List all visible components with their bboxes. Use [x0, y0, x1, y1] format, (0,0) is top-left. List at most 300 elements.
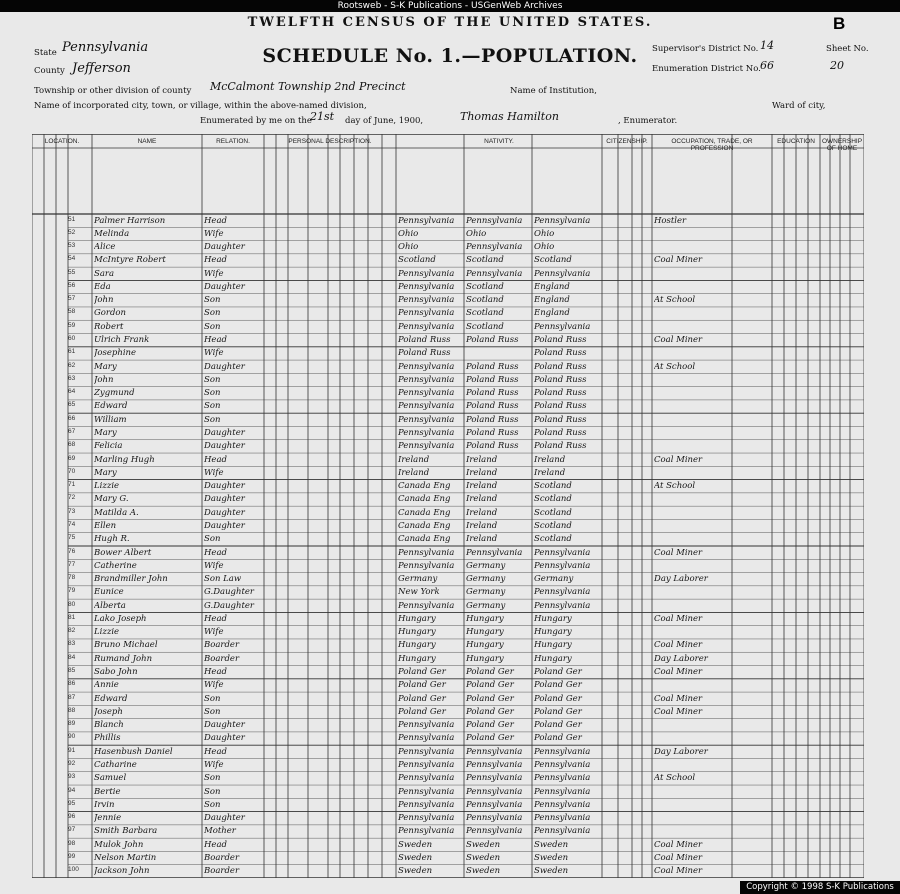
- relation-to-head: Head: [204, 335, 227, 346]
- table-row: [32, 548, 864, 561]
- row-number: 57: [68, 295, 76, 303]
- institution-label: Name of Institution,: [510, 86, 597, 96]
- supervisor-value: 14: [760, 39, 774, 52]
- row-number: 75: [68, 534, 76, 542]
- enumeration-day: 21st: [310, 110, 335, 123]
- birthplace-father: Pennsylvania: [466, 268, 523, 279]
- table-row: [32, 720, 864, 733]
- row-number: 84: [68, 653, 76, 661]
- birthplace-father: Poland Ger: [466, 693, 514, 704]
- occupation: Coal Miner: [654, 667, 703, 678]
- row-number: 70: [68, 467, 76, 475]
- birthplace-person: Pennsylvania: [398, 308, 455, 319]
- enumerated-label: Enumerated by me on the: [200, 116, 312, 126]
- relation-to-head: Wife: [204, 627, 224, 638]
- row-number: 100: [68, 866, 79, 874]
- col-ownership: OWNERSHIP OF HOME: [821, 138, 863, 152]
- birthplace-father: Pennsylvania: [466, 799, 523, 810]
- birthplace-father: Hungary: [466, 627, 504, 638]
- row-number: 68: [68, 441, 76, 449]
- birthplace-father: Germany: [466, 600, 506, 611]
- birthplace-father: Germany: [466, 574, 506, 585]
- birthplace-mother: Poland Russ: [534, 361, 587, 372]
- birthplace-person: Poland Russ: [398, 335, 451, 346]
- birthplace-mother: Pennsylvania: [534, 215, 591, 226]
- birthplace-person: Pennsylvania: [398, 295, 455, 306]
- person-name: Mary: [94, 427, 117, 438]
- birthplace-father: Poland Russ: [466, 374, 519, 385]
- birthplace-mother: Poland Ger: [534, 733, 582, 744]
- birthplace-father: Germany: [466, 587, 506, 598]
- table-row: [32, 415, 864, 428]
- birthplace-mother: Pennsylvania: [534, 587, 591, 598]
- birthplace-person: Hungary: [398, 653, 436, 664]
- person-name: Eda: [94, 281, 111, 292]
- county-value: Jefferson: [72, 61, 131, 76]
- row-number: 76: [68, 547, 76, 555]
- table-row: [32, 707, 864, 720]
- relation-to-head: Daughter: [204, 361, 245, 372]
- person-name: McIntyre Robert: [94, 255, 166, 266]
- birthplace-person: Pennsylvania: [398, 321, 455, 332]
- row-number: 51: [68, 215, 76, 223]
- birthplace-person: Canada Eng: [398, 481, 451, 492]
- person-name: Eunice: [94, 587, 124, 598]
- birthplace-mother: Sweden: [534, 852, 569, 863]
- col-nativity: NATIVITY.: [484, 138, 514, 145]
- birthplace-father: Pennsylvania: [466, 786, 523, 797]
- row-number: 93: [68, 773, 76, 781]
- birthplace-mother: England: [534, 308, 570, 319]
- relation-to-head: Son: [204, 308, 221, 319]
- occupation: Coal Miner: [654, 693, 703, 704]
- table-row: [32, 216, 864, 229]
- birthplace-person: Pennsylvania: [398, 813, 455, 824]
- relation-to-head: Boarder: [204, 653, 240, 664]
- state-value: Pennsylvania: [62, 40, 149, 55]
- table-row: [32, 813, 864, 826]
- relation-to-head: Son: [204, 374, 221, 385]
- col-relation: RELATION.: [216, 138, 250, 145]
- row-number: 73: [68, 507, 76, 515]
- row-number: 67: [68, 427, 76, 435]
- sheet-side-letter: B: [833, 14, 846, 33]
- birthplace-person: Canada Eng: [398, 520, 451, 531]
- row-number: 95: [68, 799, 76, 807]
- occupation: At School: [654, 295, 696, 306]
- person-name: John: [94, 374, 114, 385]
- table-row: [32, 375, 864, 388]
- ward-label: Ward of city,: [772, 101, 826, 111]
- birthplace-person: Germany: [398, 574, 438, 585]
- birthplace-person: Pennsylvania: [398, 600, 455, 611]
- birthplace-person: Poland Ger: [398, 667, 446, 678]
- table-row: [32, 773, 864, 786]
- birthplace-person: Pennsylvania: [398, 374, 455, 385]
- sheet-label: Sheet No.: [826, 44, 869, 54]
- birthplace-father: Sweden: [466, 852, 501, 863]
- person-name: Hugh R.: [94, 534, 130, 545]
- person-name: Ulrich Frank: [94, 335, 150, 346]
- birthplace-person: Pennsylvania: [398, 733, 455, 744]
- birthplace-father: Germany: [466, 560, 506, 571]
- birthplace-mother: Pennsylvania: [534, 600, 591, 611]
- birthplace-mother: Germany: [534, 574, 574, 585]
- birthplace-father: Hungary: [466, 613, 504, 624]
- birthplace-mother: Poland Ger: [534, 693, 582, 704]
- occupation: Coal Miner: [654, 852, 703, 863]
- person-name: Catharine: [94, 759, 137, 770]
- birthplace-mother: Scotland: [534, 520, 572, 531]
- row-number: 59: [68, 321, 76, 329]
- copyright-notice: Copyright © 1998 S-K Publications: [740, 881, 900, 894]
- relation-to-head: Daughter: [204, 720, 245, 731]
- table-row: [32, 521, 864, 534]
- occupation: At School: [654, 481, 696, 492]
- birthplace-father: Hungary: [466, 640, 504, 651]
- table-row: [32, 787, 864, 800]
- birthplace-person: Scotland: [398, 255, 436, 266]
- person-name: Brandmiller John: [94, 574, 168, 585]
- birthplace-mother: Poland Russ: [534, 427, 587, 438]
- occupation: Coal Miner: [654, 335, 703, 346]
- person-name: Mary G.: [94, 494, 129, 505]
- relation-to-head: Daughter: [204, 520, 245, 531]
- birthplace-father: Scotland: [466, 255, 504, 266]
- birthplace-person: Pennsylvania: [398, 361, 455, 372]
- birthplace-father: Poland Russ: [466, 335, 519, 346]
- person-name: Alice: [94, 242, 116, 253]
- table-row: [32, 826, 864, 839]
- col-personal: PERSONAL DESCRIPTION.: [288, 138, 372, 145]
- person-name: Josephine: [94, 348, 137, 359]
- person-name: Hasenbush Daniel: [94, 746, 173, 757]
- relation-to-head: Daughter: [204, 733, 245, 744]
- person-name: Edward: [94, 693, 128, 704]
- row-number: 74: [68, 520, 76, 528]
- person-name: Melinda: [94, 228, 130, 239]
- birthplace-person: Poland Ger: [398, 680, 446, 691]
- birthplace-mother: Hungary: [534, 653, 572, 664]
- occupation: Coal Miner: [654, 255, 703, 266]
- row-number: 85: [68, 667, 76, 675]
- birthplace-person: Pennsylvania: [398, 281, 455, 292]
- occupation: Coal Miner: [654, 706, 703, 717]
- relation-to-head: Mother: [204, 826, 236, 837]
- person-name: William: [94, 414, 127, 425]
- birthplace-mother: Scotland: [534, 494, 572, 505]
- relation-to-head: Head: [204, 547, 227, 558]
- table-row: [32, 242, 864, 255]
- row-number: 82: [68, 627, 76, 635]
- birthplace-person: Canada Eng: [398, 494, 451, 505]
- relation-to-head: Daughter: [204, 242, 245, 253]
- birthplace-mother: Hungary: [534, 640, 572, 651]
- birthplace-father: Pennsylvania: [466, 242, 523, 253]
- relation-to-head: Head: [204, 454, 227, 465]
- relation-to-head: Head: [204, 255, 227, 266]
- state-label: State: [34, 48, 57, 58]
- birthplace-father: Pennsylvania: [466, 759, 523, 770]
- occupation: Day Laborer: [654, 746, 708, 757]
- relation-to-head: Boarder: [204, 852, 240, 863]
- archive-banner: Rootsweb - S-K Publications - USGenWeb Archives: [0, 0, 900, 12]
- birthplace-mother: Poland Ger: [534, 720, 582, 731]
- birthplace-person: Canada Eng: [398, 507, 451, 518]
- row-number: 78: [68, 574, 76, 582]
- relation-to-head: Son: [204, 401, 221, 412]
- birthplace-person: New York: [398, 587, 440, 598]
- birthplace-mother: Poland Russ: [534, 374, 587, 385]
- person-name: Phillis: [94, 733, 121, 744]
- table-row: [32, 840, 864, 853]
- person-name: Bertie: [94, 786, 121, 797]
- row-number: 52: [68, 228, 76, 236]
- person-name: Irvin: [94, 799, 115, 810]
- enumeration-district-label: Enumeration District No.: [652, 64, 761, 74]
- birthplace-mother: Ireland: [534, 454, 566, 465]
- relation-to-head: G.Daughter: [204, 600, 254, 611]
- birthplace-father: Poland Russ: [466, 361, 519, 372]
- birthplace-mother: Poland Russ: [534, 348, 587, 359]
- birthplace-mother: Pennsylvania: [534, 746, 591, 757]
- table-row: [32, 269, 864, 282]
- person-name: Rumand John: [94, 653, 153, 664]
- person-name: Ellen: [94, 520, 117, 531]
- person-name: Edward: [94, 401, 128, 412]
- birthplace-mother: England: [534, 281, 570, 292]
- table-row: [32, 362, 864, 375]
- row-number: 88: [68, 706, 76, 714]
- row-number: 77: [68, 560, 76, 568]
- birthplace-person: Pennsylvania: [398, 547, 455, 558]
- col-citizenship: CITIZENSHIP.: [606, 138, 648, 145]
- county-label: County: [34, 66, 65, 76]
- row-number: 56: [68, 281, 76, 289]
- row-number: 87: [68, 693, 76, 701]
- row-number: 71: [68, 481, 76, 489]
- table-row: [32, 441, 864, 454]
- table-row: [32, 601, 864, 614]
- col-location: LOCATION.: [44, 138, 80, 145]
- table-row: [32, 866, 864, 879]
- relation-to-head: Wife: [204, 680, 224, 691]
- occupation: Coal Miner: [654, 613, 703, 624]
- person-name: Smith Barbara: [94, 826, 158, 837]
- table-row: [32, 229, 864, 242]
- birthplace-mother: Poland Russ: [534, 335, 587, 346]
- occupation: Hostler: [654, 215, 687, 226]
- relation-to-head: Son: [204, 414, 221, 425]
- relation-to-head: Boarder: [204, 640, 240, 651]
- birthplace-person: Pennsylvania: [398, 560, 455, 571]
- birthplace-person: Sweden: [398, 852, 433, 863]
- birthplace-mother: Ireland: [534, 467, 566, 478]
- row-number: 53: [68, 242, 76, 250]
- birthplace-person: Canada Eng: [398, 534, 451, 545]
- person-name: Marling Hugh: [94, 454, 155, 465]
- relation-to-head: Daughter: [204, 507, 245, 518]
- relation-to-head: Wife: [204, 560, 224, 571]
- birthplace-person: Poland Ger: [398, 706, 446, 717]
- person-name: Palmer Harrison: [94, 215, 166, 226]
- row-number: 96: [68, 813, 76, 821]
- row-number: 89: [68, 720, 76, 728]
- birthplace-person: Pennsylvania: [398, 786, 455, 797]
- person-name: Nelson Martin: [94, 852, 157, 863]
- table-row: [32, 322, 864, 335]
- occupation: Day Laborer: [654, 653, 708, 664]
- table-row: [32, 388, 864, 401]
- table-row: [32, 295, 864, 308]
- table-row: [32, 574, 864, 587]
- birthplace-person: Pennsylvania: [398, 388, 455, 399]
- relation-to-head: Wife: [204, 348, 224, 359]
- birthplace-mother: Pennsylvania: [534, 826, 591, 837]
- row-number: 94: [68, 786, 76, 794]
- birthplace-father: Ireland: [466, 534, 498, 545]
- birthplace-father: Ireland: [466, 467, 498, 478]
- birthplace-father: Pennsylvania: [466, 773, 523, 784]
- birthplace-person: Pennsylvania: [398, 401, 455, 412]
- birthplace-mother: Poland Ger: [534, 680, 582, 691]
- table-row: [32, 468, 864, 481]
- table-row: [32, 747, 864, 760]
- birthplace-father: Hungary: [466, 653, 504, 664]
- table-row: [32, 534, 864, 547]
- col-occupation: OCCUPATION, TRADE, OR PROFESSION: [671, 138, 753, 152]
- relation-to-head: Head: [204, 613, 227, 624]
- birthplace-person: Pennsylvania: [398, 759, 455, 770]
- table-row: [32, 282, 864, 295]
- sheet-value: 20: [830, 59, 844, 72]
- occupation: Coal Miner: [654, 839, 703, 850]
- birthplace-person: Pennsylvania: [398, 746, 455, 757]
- birthplace-father: Poland Ger: [466, 733, 514, 744]
- supervisor-label: Supervisor's District No.: [652, 44, 759, 54]
- table-row: [32, 308, 864, 321]
- birthplace-father: Pennsylvania: [466, 813, 523, 824]
- census-table: [32, 134, 864, 878]
- birthplace-person: Poland Ger: [398, 693, 446, 704]
- birthplace-father: Ireland: [466, 481, 498, 492]
- relation-to-head: Wife: [204, 228, 224, 239]
- birthplace-mother: Ohio: [534, 242, 555, 253]
- table-row: [32, 680, 864, 693]
- enumerator-name: Thomas Hamilton: [460, 110, 559, 123]
- row-number: 86: [68, 680, 76, 688]
- person-name: Catherine: [94, 560, 137, 571]
- occupation: Coal Miner: [654, 866, 703, 877]
- birthplace-father: Sweden: [466, 839, 501, 850]
- person-name: Annie: [94, 680, 119, 691]
- person-name: Samuel: [94, 773, 127, 784]
- table-row: [32, 627, 864, 640]
- table-row: [32, 508, 864, 521]
- table-row: [32, 348, 864, 361]
- birthplace-mother: Poland Russ: [534, 388, 587, 399]
- table-row: [32, 481, 864, 494]
- birthplace-mother: Pennsylvania: [534, 759, 591, 770]
- incorporated-label: Name of incorporated city, town, or village, within the above-named division,: [34, 101, 367, 111]
- relation-to-head: Head: [204, 667, 227, 678]
- birthplace-mother: Ohio: [534, 228, 555, 239]
- row-number: 72: [68, 494, 76, 502]
- census-heading: TWELFTH CENSUS OF THE UNITED STATES.: [247, 15, 653, 30]
- birthplace-person: Pennsylvania: [398, 720, 455, 731]
- row-number: 69: [68, 454, 76, 462]
- enumeration-district-value: 66: [760, 59, 774, 72]
- table-row: [32, 494, 864, 507]
- birthplace-mother: Pennsylvania: [534, 321, 591, 332]
- birthplace-father: Poland Russ: [466, 427, 519, 438]
- birthplace-father: Ireland: [466, 520, 498, 531]
- table-row: [32, 587, 864, 600]
- table-row: [32, 760, 864, 773]
- person-name: Mary: [94, 361, 117, 372]
- table-row: [32, 255, 864, 268]
- relation-to-head: Head: [204, 839, 227, 850]
- birthplace-mother: Hungary: [534, 627, 572, 638]
- birthplace-mother: Poland Ger: [534, 706, 582, 717]
- relation-to-head: Daughter: [204, 427, 245, 438]
- row-number: 90: [68, 733, 76, 741]
- row-number: 80: [68, 600, 76, 608]
- relation-to-head: Wife: [204, 759, 224, 770]
- row-number: 64: [68, 388, 76, 396]
- person-name: Bower Albert: [94, 547, 152, 558]
- birthplace-father: Poland Ger: [466, 680, 514, 691]
- person-name: Mary: [94, 467, 117, 478]
- relation-to-head: Daughter: [204, 494, 245, 505]
- birthplace-mother: Pennsylvania: [534, 773, 591, 784]
- birthplace-person: Pennsylvania: [398, 799, 455, 810]
- relation-to-head: G.Daughter: [204, 587, 254, 598]
- schedule-title: SCHEDULE No. 1.—POPULATION.: [262, 45, 638, 67]
- birthplace-person: Pennsylvania: [398, 215, 455, 226]
- birthplace-mother: Sweden: [534, 839, 569, 850]
- person-name: Bruno Michael: [94, 640, 158, 651]
- occupation: Coal Miner: [654, 547, 703, 558]
- table-row: [32, 335, 864, 348]
- person-name: Jackson John: [94, 866, 150, 877]
- birthplace-father: Pennsylvania: [466, 215, 523, 226]
- occupation: Coal Miner: [654, 454, 703, 465]
- relation-to-head: Son Law: [204, 574, 242, 585]
- birthplace-father: Poland Russ: [466, 441, 519, 452]
- table-row: [32, 455, 864, 468]
- birthplace-person: Ohio: [398, 228, 419, 239]
- table-row: [32, 733, 864, 746]
- birthplace-mother: Sweden: [534, 866, 569, 877]
- relation-to-head: Son: [204, 773, 221, 784]
- birthplace-person: Pennsylvania: [398, 826, 455, 837]
- row-number: 65: [68, 401, 76, 409]
- row-number: 55: [68, 268, 76, 276]
- relation-to-head: Boarder: [204, 866, 240, 877]
- township-label: Township or other division of county: [34, 86, 192, 96]
- township-value: McCalmont Township 2nd Precinct: [210, 80, 406, 93]
- table-row: [32, 800, 864, 813]
- row-number: 62: [68, 361, 76, 369]
- birthplace-person: Pennsylvania: [398, 441, 455, 452]
- table-row: [32, 640, 864, 653]
- birthplace-mother: Pennsylvania: [534, 268, 591, 279]
- person-name: Mulok John: [94, 839, 144, 850]
- row-number: 97: [68, 826, 76, 834]
- birthplace-father: Poland Russ: [466, 388, 519, 399]
- birthplace-father: Poland Ger: [466, 706, 514, 717]
